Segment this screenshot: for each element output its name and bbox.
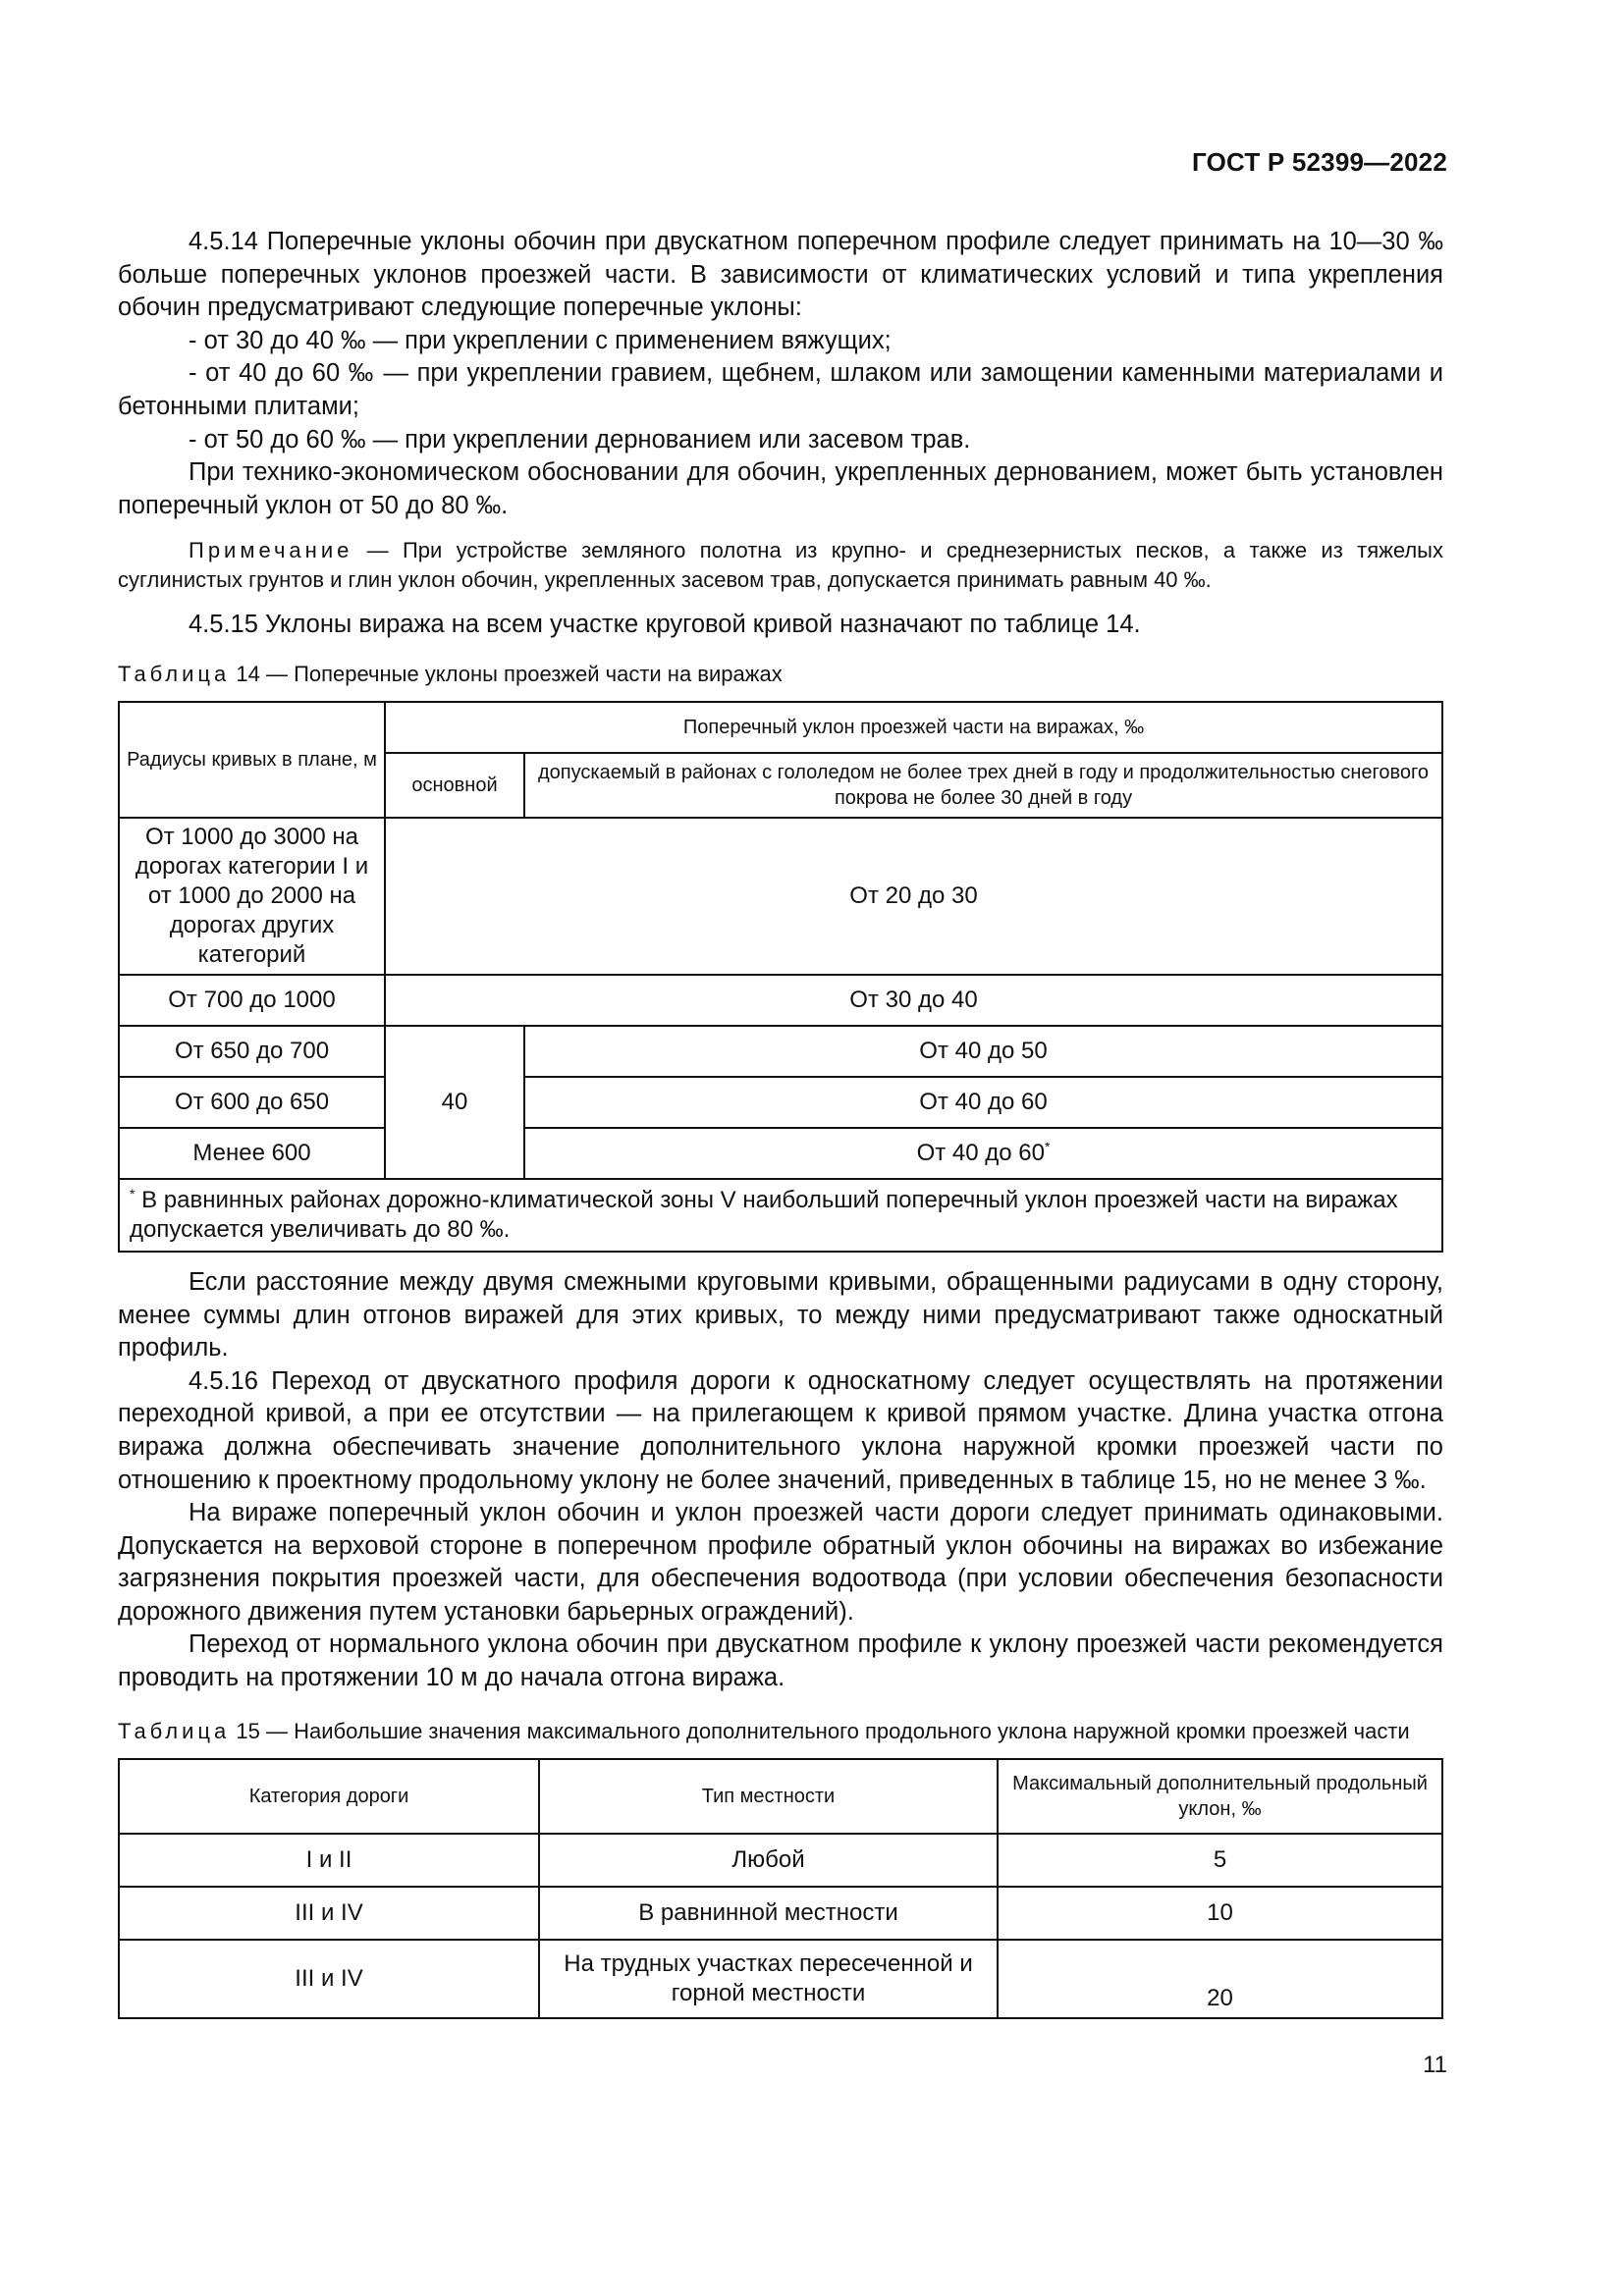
- table-cell: III и IV: [119, 1940, 539, 2018]
- table-row: [119, 1887, 1442, 1940]
- table-cell: [524, 1128, 1442, 1179]
- list-item: - от 40 до 60 ‰ — при укреплении гравием, щебнем, шлаком или замощении каменными материалами и бетонными плитами;: [118, 359, 1443, 420]
- header-allowed: допускаемый в районах с гололедом не более трех дней в году и продолжительностью снегового покрова не более 30 дней в году: [524, 753, 1442, 818]
- table-cell: От 650 до 700: [119, 1026, 385, 1077]
- table-15: [118, 1758, 1443, 2019]
- para-virage: На вираже поперечный уклон обочин и уклон проезжей части дороги следует принимать одинаковыми. Допускается на верховой стороне в поперечном профиле обратный уклон обочины на виражах во избежание загрязнения покрытия проезжей части, для обеспечения водоотвода (при условии обеспечения безопасности дорожного движения путем установки барьерных ограждений).: [118, 1499, 1443, 1626]
- table15-caption-text: 15 — Наибольшие значения максимального дополнительного продольного уклона наружной кромки проезжей части: [236, 1718, 1410, 1743]
- document-id: ГОСТ Р 52399—2022: [1192, 147, 1447, 177]
- table15-caption-label: Таблица: [118, 1718, 231, 1743]
- para-4-5-14-extra: При технико-экономическом обосновании для обочин, укрепленных дернованием, может быть установлен поперечный уклон от 50 до 80 ‰.: [118, 458, 1443, 519]
- footnote-marker: *: [130, 1185, 135, 1201]
- table14-footnote: [119, 1179, 1442, 1252]
- table-cell: 5: [998, 1834, 1442, 1887]
- header-slope-group: Поперечный уклон проезжей части на виражах, ‰: [385, 702, 1442, 753]
- header-main: основной: [385, 753, 524, 818]
- table-cell: От 1000 до 3000 на дорогах категории I и от 1000 до 2000 на дорогах других категорий: [119, 818, 385, 975]
- table14-caption-label: Таблица: [118, 661, 231, 686]
- header-radius: Радиусы кривых в плане, м: [119, 702, 385, 818]
- table-cell: От 700 до 1000: [119, 975, 385, 1026]
- list-item: - от 50 до 60 ‰ — при укреплении дернованием или засевом трав.: [189, 425, 971, 454]
- table-cell: На трудных участках пересеченной и горной местности: [539, 1940, 998, 2018]
- table-cell: От 30 до 40: [385, 975, 1442, 1026]
- note-label: Примечание: [189, 538, 353, 563]
- table-row: [119, 1834, 1442, 1887]
- para-4-5-15: 4.5.15 Уклоны виража на всем участке круговой кривой назначают по таблице 14.: [189, 611, 1141, 639]
- table14-caption: [118, 660, 1443, 689]
- table-cell: I и II: [119, 1834, 539, 1887]
- table-cell: От 40 до 50: [524, 1026, 1442, 1077]
- para-4-5-14-intro: 4.5.14 Поперечные уклоны обочин при двускатном поперечном профиле следует принимать на 10—30 ‰ больше поперечных уклонов проезжей части. В зависимости от климатических условий и типа укрепления обочин предусматривают следующие поперечные уклоны:: [118, 228, 1443, 322]
- table-cell: Менее 600: [119, 1128, 385, 1179]
- table-cell: От 20 до 30: [385, 818, 1442, 975]
- table-cell: 20: [998, 1940, 1442, 2018]
- header-category: Категория дороги: [119, 1759, 539, 1834]
- table-cell-value: От 40 до 60: [916, 1139, 1045, 1166]
- footnote-text: В равнинных районах дорожно-климатической зоны V наибольший поперечный уклон проезжей части на виражах допускается увеличивать до 80 ‰.: [130, 1186, 1398, 1243]
- note: [118, 536, 1443, 595]
- footnote-marker: *: [1044, 1138, 1051, 1154]
- page-content: [118, 226, 1443, 2019]
- table-cell: В равнинной местности: [539, 1887, 998, 1940]
- para-transition: Переход от нормального уклона обочин при двускатном профиле к уклону проезжей части рекомендуется проводить на протяжении 10 м до начала отгона виража.: [118, 1630, 1443, 1692]
- para-after-table14: Если расстояние между двумя смежными круговыми кривыми, обращенными радиусами в одну сторону, менее суммы длин отгонов виражей для этих кривых, то между ними предусматривают также односкатный профиль.: [118, 1267, 1443, 1362]
- header-max-slope: Максимальный дополнительный продольный уклон, ‰: [998, 1759, 1442, 1834]
- list-item: - от 30 до 40 ‰ — при укреплении с применением вяжущих;: [189, 326, 892, 354]
- table-cell: От 40 до 60: [524, 1077, 1442, 1128]
- table-cell: Любой: [539, 1834, 998, 1887]
- para-4-5-16: 4.5.16 Переход от двускатного профиля дороги к односкатному следует осуществлять на протяжении переходной кривой, а при ее отсутствии — на прилегающем к кривой прямом участке. Длина участка отгона виража должна обеспечивать значение дополнительного уклона наружной кромки проезжей части по отношению к проектному продольному уклону не более значений, приведенных в таблице 15, но не менее 3 ‰.: [118, 1366, 1443, 1494]
- table-cell: III и IV: [119, 1887, 539, 1940]
- table-cell: От 600 до 650: [119, 1077, 385, 1128]
- table14-caption-text: 14 — Поперечные уклоны проезжей части на виражах: [236, 661, 783, 686]
- table-cell: 10: [998, 1887, 1442, 1940]
- table-row: [119, 1940, 1442, 2018]
- header-terrain: Тип местности: [539, 1759, 998, 1834]
- note-text: — При устройстве земляного полотна из крупно- и среднезернистых песков, а также из тяжелых суглинистых грунтов и глин уклон обочин, укрепленных засевом трав, допускается принимать равным 40 ‰.: [118, 538, 1443, 593]
- table-14: [118, 701, 1443, 1253]
- page-number: 11: [1423, 2052, 1447, 2078]
- table15-caption: [118, 1717, 1443, 1746]
- table-cell-merged: 40: [385, 1026, 524, 1179]
